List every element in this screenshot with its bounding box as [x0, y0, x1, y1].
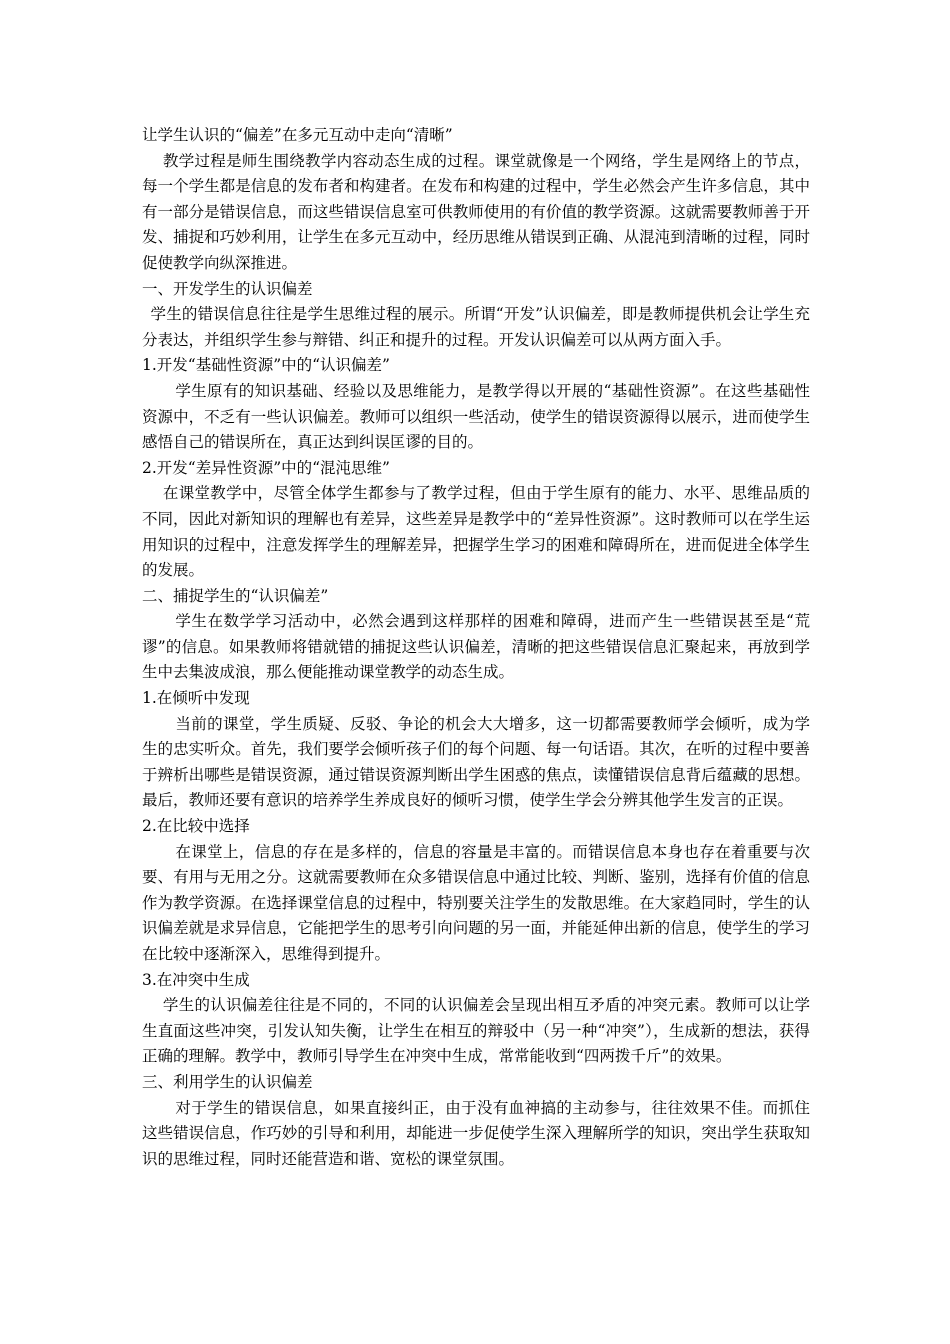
- section-1-heading: 一、开发学生的认识偏差: [142, 279, 313, 298]
- section-2-sub-3-heading: 3.在冲突中生成: [142, 970, 250, 989]
- section-1-sub-2-paragraph: 在课堂教学中，尽管全体学生都参与了教学过程，但由于学生原有的能力、水平、思维品质的不同，因此对新知识的理解也有差异，这些差异是教学中的“差异性资源”。这时教师可以在学生运用知识的过程中，注意发挥学生的理解差异，把握学生学习的困难和障碍所在，进而促进全体学生的发展。: [142, 484, 810, 580]
- section-1-sub-1-heading: 1.开发“基础性资源”中的“认识偏差”: [142, 356, 390, 375]
- section-2-sub-2-heading: 2.在比较中选择: [142, 817, 250, 836]
- document-title: 让学生认识的“偏差”在多元互动中走向“清晰”: [142, 126, 453, 144]
- section-3-heading: 三、利用学生的认识偏差: [142, 1072, 313, 1091]
- section-1-sub-2-heading: 2.开发“差异性资源”中的“混沌思维”: [142, 458, 390, 477]
- section-2-sub-2-paragraph: 在课堂上，信息的存在是多样的，信息的容量是丰富的。而错误信息本身也存在着重要与次要、有用与无用之分。这就需要教师在众多错误信息中通过比较、判断、鉴别，选择有价值的信息作为教学资源。在选择课堂信息的过程中，特别要关注学生的发散思维。在大家趋同时，学生的认识偏差就是求异信息，它能把学生的思考引向问题的另一面，并能延伸出新的信息，使学生的学习在比较中逐渐深入，思维得到提升。: [142, 842, 810, 963]
- section-3-paragraph: 对于学生的错误信息，如果直接纠正，由于没有血神搞的主动参与，往往效果不佳。而抓住这些错误信息，作巧妙的引导和利用，却能进一步促使学生深入理解所学的知识，突出学生获取知识的思维过程，同时还能营造和谐、宽松的课堂氛围。: [142, 1098, 810, 1168]
- document-body: [142, 123, 810, 1172]
- intro-paragraph: 教学过程是师生围绕教学内容动态生成的过程。课堂就像是一个网络，学生是网络上的节点，每一个学生都是信息的发布者和构建者。在发布和构建的过程中，学生必然会产生许多信息，其中有一部分是错误信息，而这些错误信息室可供教师使用的有价值的教学资源。这就需要教师善于开发、捕捉和巧妙利用，让学生在多元互动中，经历思维从错误到正确、从混沌到清晰的过程，同时促使教学向纵深推进。: [142, 151, 810, 272]
- section-2-heading: 二、捕捉学生的“认识偏差”: [142, 586, 329, 605]
- section-2-sub-1-paragraph: 当前的课堂，学生质疑、反驳、争论的机会大大增多，这一切都需要教师学会倾听，成为学生的忠实听众。首先，我们要学会倾听孩子们的每个问题、每一句话语。其次，在听的过程中要善于辨析出哪些是错误资源，通过错误资源判断出学生困惑的焦点，读懂错误信息背后蕴藏的思想。最后，教师还要有意识的培养学生养成良好的倾听习惯，使学生学会分辨其他学生发言的正误。: [142, 714, 810, 810]
- section-1-paragraph: 学生的错误信息往往是学生思维过程的展示。所谓“开发”认识偏差，即是教师提供机会让学生充分表达，并组织学生参与辩错、纠正和提升的过程。开发认识偏差可以从两方面入手。: [142, 305, 810, 349]
- section-1-sub-1-paragraph: 学生原有的知识基础、经验以及思维能力，是教学得以开展的“基础性资源”。在这些基础性资源中，不乏有一些认识偏差。教师可以组织一些活动，使学生的错误资源得以展示，进而使学生感悟自己的错误所在，真正达到纠误匡谬的目的。: [142, 381, 810, 452]
- section-2-paragraph: 学生在数学学习活动中，必然会遇到这样那样的困难和障碍，进而产生一些错误甚至是“荒谬”的信息。如果教师将错就错的捕捉这些认识偏差，清晰的把这些错误信息汇聚起来，再放到学生中去集波成浪，那么便能推动课堂教学的动态生成。: [142, 612, 810, 682]
- section-2-sub-3-paragraph: 学生的认识偏差往往是不同的，不同的认识偏差会呈现出相互矛盾的冲突元素。教师可以让学生直面这些冲突，引发认知失衡，让学生在相互的辩驳中（另一种“冲突”），生成新的想法，获得正确的理解。教学中，教师引导学生在冲突中生成，常常能收到“四两拨千斤”的效果。: [142, 996, 810, 1066]
- section-2-sub-1-heading: 1.在倾听中发现: [142, 689, 250, 708]
